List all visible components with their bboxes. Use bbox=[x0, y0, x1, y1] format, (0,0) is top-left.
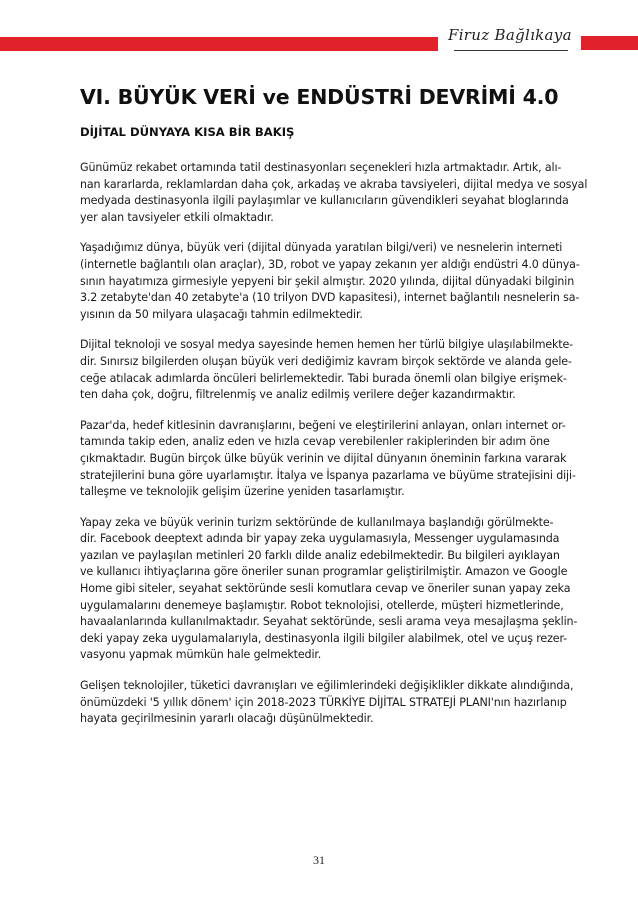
text-line: (internetle bağlantılı olan araçlar), 3D, robot ve yapay zekanın yer aldığı endüstri 4.0 dünya- bbox=[80, 257, 580, 271]
text-line: Günümüz rekabet ortamında tatil destinasyonları seçenekleri hızla artmaktadır. Artık, alı- bbox=[80, 161, 562, 174]
signature-underline bbox=[454, 50, 568, 51]
text-line: Dijital teknoloji ve sosyal medya sayesinde hemen hemen her türlü bilgiye ulaşılabilmekte- bbox=[80, 338, 574, 352]
text-line: önümüzdeki '5 yıllık dönem' için 2018-2023 TÜRKİYE DİJİTAL STRATEJİ PLANI'nın hazırlanıp bbox=[80, 695, 567, 709]
author-signature bbox=[448, 26, 576, 56]
text-line: ceğe atılacak adımlarda öncüleri belirlemektedir. Tabi burada önemli olan bilgiye erişmek- bbox=[80, 371, 567, 385]
text-line: dir. Sınırsız bilgilerden oluşan büyük veri dediğimiz kavram birçok sektörde ve alanda gele- bbox=[80, 354, 572, 368]
chapter-title: VI. BÜYÜK VERİ ve ENDÜSTRİ DEVRİMİ 4.0 bbox=[80, 85, 559, 109]
text-line: 3.2 zetabyte'dan 40 zetabyte'a (10 trilyon DVD kapasitesi), internet bağlantılı nesnelerin sa- bbox=[80, 291, 580, 305]
paragraph-3 bbox=[80, 337, 574, 403]
text-line: nan kararlarda, reklamlardan daha çok, arkadaş ve akraba tavsiyeleri, dijital medya ve sosyal bbox=[80, 177, 588, 191]
text-line: sının hayatımıza girmesiyle yepyeni bir şekil almıştır. 2020 yılında, dijital dünyadaki bilginin bbox=[80, 274, 575, 288]
text-line: uygulamalarını denemeye başlamıştır. Robot teknolojisi, otellerde, müşteri hizmetlerinde, bbox=[80, 598, 564, 612]
text-line: yazılan ve paylaşılan metinleri 20 farklı dilde analiz edebilmektedir. Bu bilgileri ayıklayan bbox=[80, 548, 560, 562]
paragraph-5 bbox=[80, 515, 578, 664]
section-subtitle: DİJİTAL DÜNYAYA KISA BİR BAKIŞ bbox=[80, 125, 295, 139]
text-line: deki yapay zeka uygulamalarıyla, destinasyonla ilgili bilgiler alabilmek, otel ve uçuş rezer- bbox=[80, 631, 568, 645]
text-line: Home gibi siteler, seyahat sektöründe sesli komutlara cevap ve öneriler sunan yapay zeka bbox=[80, 582, 571, 596]
text-line: stratejilerini buna göre uyarlamıştır. İtalya ve İspanya pazarlama ve büyüme stratejisini diji- bbox=[80, 468, 576, 482]
text-line: ten daha çok, doğru, filtrelenmiş ve analiz edilmiş verilere değer kazandırmaktır. bbox=[80, 388, 516, 402]
text-line: talleşme ve teknolojik gelişim üzerine yeniden tasarlamıştır. bbox=[80, 485, 405, 499]
paragraph-1 bbox=[80, 160, 588, 226]
text-line: yer alan tavsiyeler etkili olmaktadır. bbox=[80, 210, 274, 224]
text-line: Pazar'da, hedef kitlesinin davranışlarını, beğeni ve eleştirilerini anlayan, onları internet or- bbox=[80, 418, 566, 432]
text-line: vasyonu yapmak mümkün hale gelmektedir. bbox=[80, 648, 322, 662]
paragraph-6 bbox=[80, 678, 574, 728]
page-content bbox=[80, 84, 588, 728]
text-line: dir. Facebook deeptext adında bir yapay zeka uygulamasıyla, Messenger uygulamasında bbox=[80, 532, 560, 546]
text-line: havaalanlarında kullanılmaktadır. Seyahat sektöründe, sesli arama veya mesajlaşma şeklin- bbox=[80, 615, 578, 629]
text-line: Yapay zeka ve büyük verinin turizm sektöründe de kullanılmaya başlandığı görülmekte- bbox=[80, 515, 554, 529]
paragraph-4 bbox=[80, 418, 576, 501]
text-line: Gelişen teknolojiler, tüketici davranışları ve eğilimlerindeki değişiklikler dikkate alındığında, bbox=[80, 679, 574, 693]
text-line: Yaşadığımız dünya, büyük veri (dijital dünyada yaratılan bilgi/veri) ve nesnelerin interneti bbox=[80, 241, 563, 255]
text-line: tamında takip eden, analiz eden ve hızla cevap verebilenler rakiplerinden bir adım öne bbox=[80, 435, 550, 449]
header-red-bar-left bbox=[0, 37, 438, 51]
page-number: 31 bbox=[313, 853, 325, 867]
text-line: hayata geçirilmesinin yararlı olacağı düşünülmektedir. bbox=[80, 712, 374, 726]
paragraph-2 bbox=[80, 240, 580, 323]
text-line: medyada destinasyonla ilgili paylaşımlar ve kullanıcıların güvendikleri seyahat bloglarında bbox=[80, 194, 569, 208]
text-line: çıkmaktadır. Bugün birçok ülke büyük verinin ve dijital dünyanın öneminin farkına vararak bbox=[80, 451, 567, 465]
signature-text: Firuz Bağlıkaya bbox=[448, 26, 572, 44]
header-red-bar-right bbox=[581, 36, 638, 50]
text-line: ve kullanıcı ihtiyaçlarına göre öneriler sunan programlar geliştirilmiştir. Amazon ve Google bbox=[80, 565, 568, 579]
text-line: yısının da 50 milyara ulaşacağı tahmin edilmektedir. bbox=[80, 307, 363, 321]
